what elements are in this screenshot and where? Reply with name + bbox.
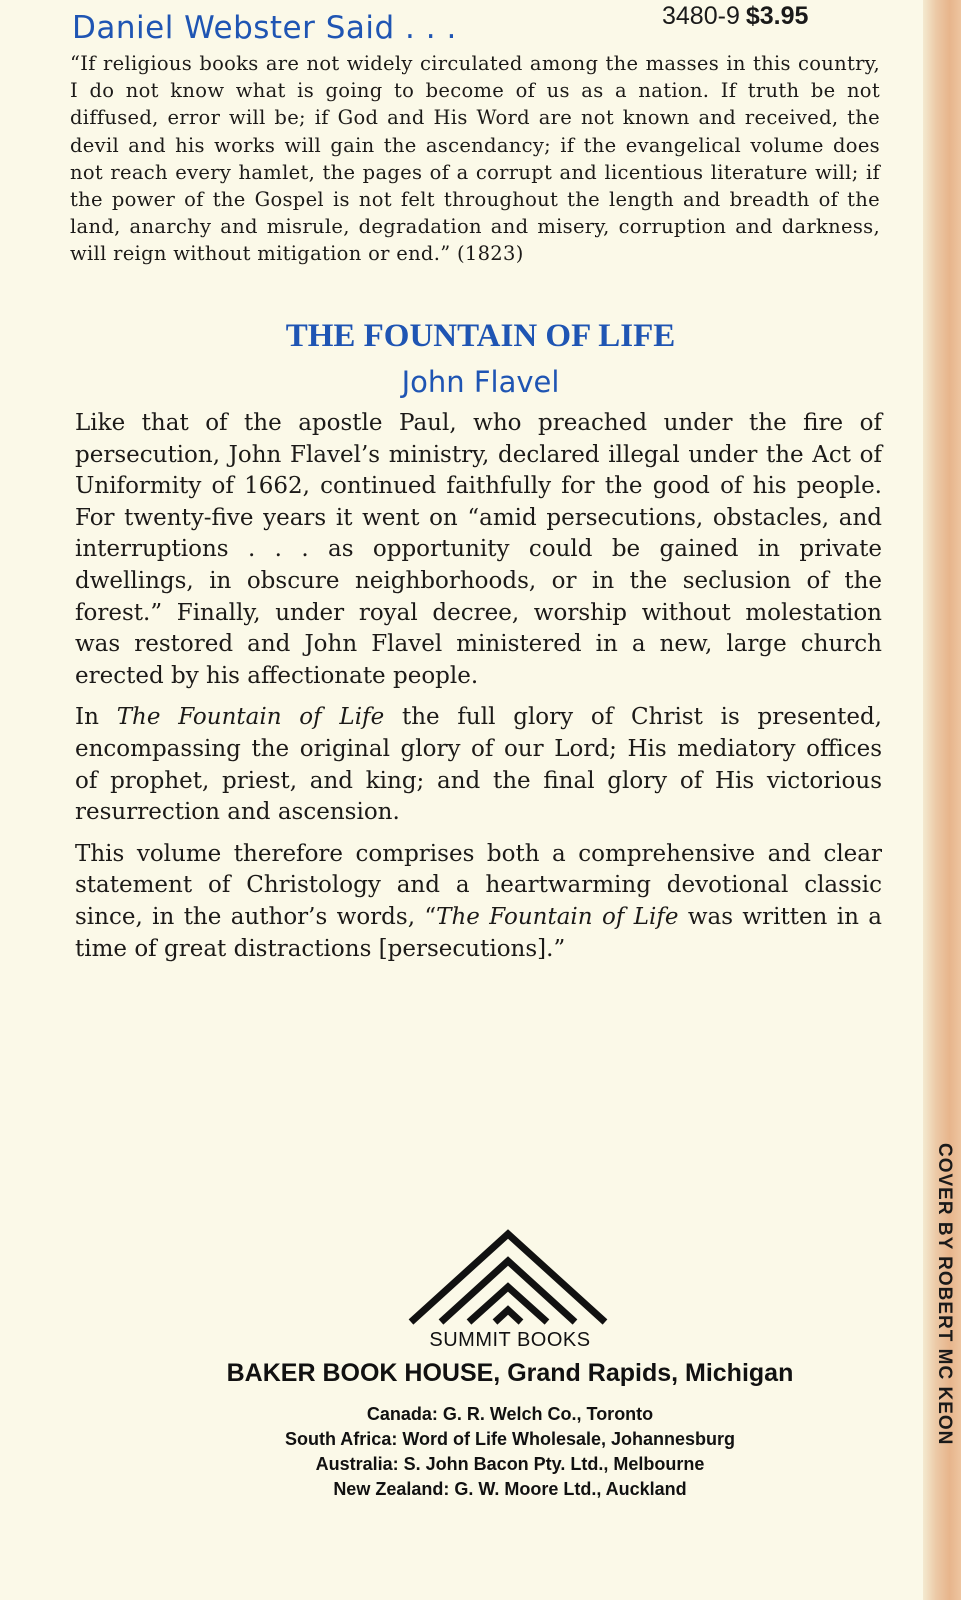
- book-author: John Flavel: [401, 365, 560, 399]
- series-name: SUMMIT BOOKS: [429, 1329, 591, 1351]
- paragraph-2-lead: In: [75, 704, 117, 731]
- quote-heading: Daniel Webster Said . . .: [72, 10, 457, 46]
- paragraph-2-title: The Fountain of Life: [116, 704, 385, 731]
- distributor-south-africa: South Africa: Word of Life Wholesale, Johannesburg: [284, 1429, 736, 1449]
- description-paragraph-1: Like that of the apostle Paul, who preached under the fire of persecution, John Flavel’s ministry, declared illegal under the Act of Uniformity of 1662, continued faithfully for the good of his people. For twenty-five years it went on “amid persecutions, obstacles, and interruptions . . . as opportunity could be gained in private dwellings, in obscure neighborhoods, or in the seclusion of the forest.” Finally, under royal decree, worship without molestation was restored and John Flavel ministered in a new, large church erected by his affectionate people.: [75, 410, 882, 689]
- book-description: [75, 408, 882, 975]
- paragraph-3-lead: This volume therefore comprises both a comprehensive and clear statement of Christology and a heartwarming devotional classic since, in the author’s words, “: [75, 840, 882, 930]
- paragraph-3-rest: was written in a time of great distractions [persecutions].”: [75, 903, 882, 962]
- catalog-number: 3480-9: [662, 2, 740, 30]
- webster-quote: “If religious books are not widely circulated among the masses in this country, I do not know what is going to become of us as a nation. If truth be not diffused, error will be; if God and His Word are not known and received, the devil and his works will gain the ascendancy; if the evangelical volume does not reach every hamlet, the pages of a corrupt and licentious literature will; if the power of the Gospel is not felt throughout the length and breadth of the land, anarchy and misrule, degradation and misery, corruption and darkness, will reign without mitigation or end.” (1823): [70, 52, 880, 266]
- price-line: [662, 2, 808, 31]
- price: $3.95: [745, 2, 809, 30]
- book-title: THE FOUNTAIN OF LIFE: [285, 318, 676, 354]
- distributor-new-zealand: New Zealand: G. W. Moore Ltd., Auckland: [333, 1479, 687, 1499]
- description-paragraph-2: [75, 702, 882, 828]
- summit-books-logo-icon: [405, 1228, 611, 1328]
- distributor-canada: Canada: G. R. Welch Co., Toronto: [366, 1404, 654, 1424]
- cover-credit: COVER BY ROBERT MC KEON: [934, 1143, 955, 1446]
- description-paragraph-3: [75, 839, 882, 965]
- distributor-list: [0, 1402, 961, 1502]
- publisher-line: BAKER BOOK HOUSE, Grand Rapids, Michigan: [226, 1359, 794, 1387]
- paragraph-2-rest: the full glory of Christ is presented, encompassing the original glory of our Lord; His mediatory offices of prophet, priest, and king; and the final glory of His victorious resurrection and ascension.: [75, 704, 882, 826]
- paragraph-3-title: The Fountain of Life: [436, 903, 679, 930]
- distributor-australia: Australia: S. John Bacon Pty. Ltd., Melbourne: [315, 1454, 705, 1474]
